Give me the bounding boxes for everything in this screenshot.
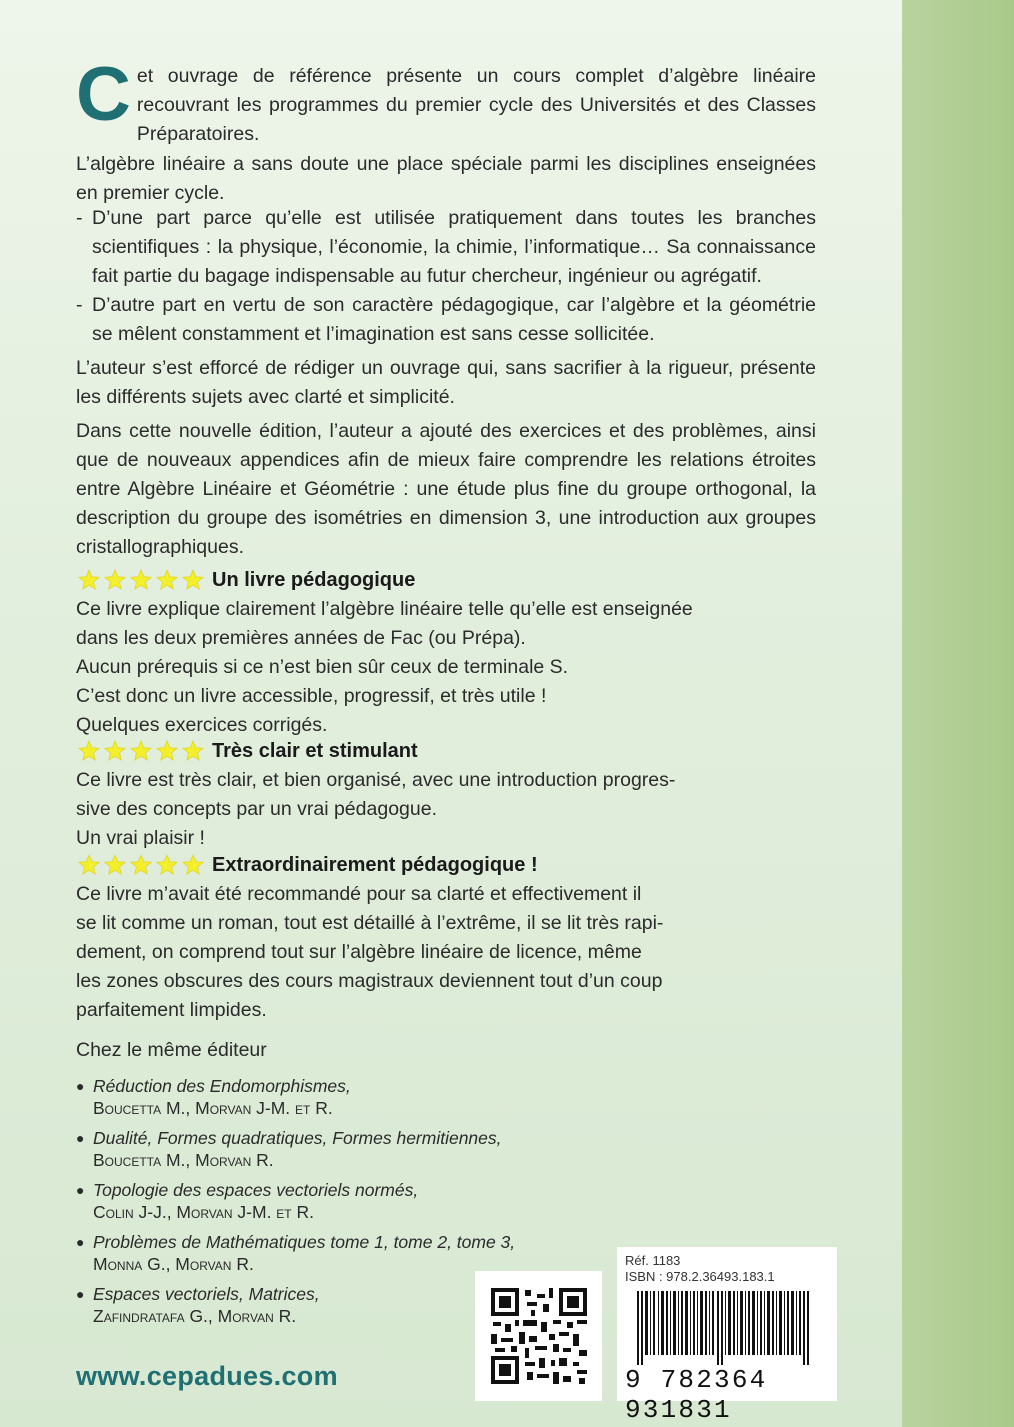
star-icon: [102, 568, 128, 592]
review-title: Un livre pédagogique: [212, 568, 416, 591]
intro-paragraph-2: L’algèbre linéaire a sans doute une place spéciale parmi les disciplines enseignées en premier cycle.: [76, 153, 816, 204]
star-icon: [154, 853, 180, 877]
publisher-heading: Chez le même éditeur: [76, 1039, 267, 1061]
star-rating: [76, 568, 206, 592]
intro-paragraph-1: Cet ouvrage de référence présente un cours complet d’algèbre linéaire recouvrant les programmes du premier cycle des Universités et des Classes Préparatoires.: [76, 52, 816, 145]
review-line: parfaitement limpides.: [76, 999, 267, 1021]
bullet-icon: ●: [76, 1182, 85, 1198]
bullet-icon: ●: [76, 1078, 85, 1094]
star-rating: [76, 739, 206, 763]
qr-code: [475, 1271, 602, 1401]
list-item: [76, 1179, 596, 1223]
review-line: dement, on comprend tout sur l’algèbre linéaire de licence, même: [76, 941, 642, 963]
barcode-icon: [627, 1291, 827, 1365]
star-icon: [76, 568, 102, 592]
book-title: Problèmes de Mathématiques tome 1, tome 2, tome 3,: [93, 1232, 516, 1252]
review-line: Aucun prérequis si ce n’est bien sûr ceux de terminale S.: [76, 656, 569, 678]
review-line: Quelques exercices corrigés.: [76, 714, 328, 736]
intro-block: [76, 52, 816, 149]
book-authors: Boucetta M., Morvan J-M. et R.: [93, 1098, 333, 1118]
barcode-digits: 9 782364 931831: [625, 1365, 768, 1425]
review-line: Ce livre explique clairement l’algèbre linéaire telle qu’elle est enseignée: [76, 598, 693, 620]
dash-item-2: - D’autre part en vertu de son caractère pédagogique, car l’algèbre et la géométrie se mêlent constamment et l’imagination est sans cesse sollicitée.: [76, 294, 816, 345]
review-title: Extraordinairement pédagogique !: [212, 853, 538, 876]
qr-code-icon: [491, 1288, 587, 1384]
book-authors: Colin J-J., Morvan J-M. et R.: [93, 1202, 315, 1222]
website-link[interactable]: www.cepadues.com: [76, 1361, 338, 1391]
bullet-icon: ●: [76, 1130, 85, 1146]
book-authors: Monna G., Morvan R.: [93, 1254, 254, 1274]
book-authors: Zafindratafa G., Morvan R.: [93, 1306, 297, 1326]
drop-cap: C: [76, 52, 131, 137]
star-icon: [102, 853, 128, 877]
review-line: se lit comme un roman, tout est détaillé à l’extrême, il se lit très rapi-: [76, 912, 664, 934]
review-line: C’est donc un livre accessible, progressif, et très utile !: [76, 685, 547, 707]
review-line: les zones obscures des cours magistraux deviennent tout d’un coup: [76, 970, 663, 992]
star-icon: [180, 739, 206, 763]
book-title: Topologie des espaces vectoriels normés,: [93, 1180, 419, 1200]
intro-paragraph-4: Dans cette nouvelle édition, l’auteur a ajouté des exercices et des problèmes, ainsi que de nouveaux appendices afin de mieux faire comprendre les relations étroites entre Algèbre Linéaire et Géométrie : une étude plus fine du groupe orthogonal, la description du groupe des isométries en dimension 3, une introduction aux groupes cristallographiques.: [76, 420, 816, 558]
star-icon: [76, 739, 102, 763]
star-icon: [76, 853, 102, 877]
reference-number: Réf. 1183: [625, 1253, 681, 1268]
star-icon: [154, 739, 180, 763]
star-icon: [102, 739, 128, 763]
star-rating: [76, 853, 206, 877]
book-title: Dualité, Formes quadratiques, Formes hermitiennes,: [93, 1128, 502, 1148]
list-item: [76, 1127, 596, 1171]
review-1: [76, 565, 816, 740]
list-item: [76, 1231, 596, 1275]
star-icon: [180, 568, 206, 592]
dash-item-1: - D’une part parce qu’elle est utilisée pratiquement dans toutes les branches scientifiques : la physique, l’économie, la chimie, l’informatique… Sa connaissance fait partie du bagage indispensable au futur chercheur, ingénieur ou agrégatif.: [76, 207, 816, 287]
bullet-icon: ●: [76, 1286, 85, 1302]
review-title: Très clair et stimulant: [212, 739, 418, 762]
star-icon: [128, 739, 154, 763]
star-icon: [154, 568, 180, 592]
review-line: sive des concepts par un vrai pédagogue.: [76, 798, 437, 820]
list-item: [76, 1075, 596, 1119]
review-2: [76, 736, 816, 853]
review-3: [76, 850, 816, 1025]
intro-paragraph-3: L’auteur s’est efforcé de rédiger un ouvrage qui, sans sacrifier à la rigueur, présente les différents sujets avec clarté et simplicité.: [76, 357, 816, 408]
star-icon: [128, 853, 154, 877]
review-line: Ce livre est très clair, et bien organisé, avec une introduction progres-: [76, 769, 676, 791]
book-title: Réduction des Endomorphismes,: [93, 1076, 351, 1096]
review-line: Un vrai plaisir !: [76, 827, 205, 849]
book-title: Espaces vectoriels, Matrices,: [93, 1284, 320, 1304]
review-line: Ce livre m’avait été recommandé pour sa clarté et effectivement il: [76, 883, 642, 905]
star-icon: [180, 853, 206, 877]
barcode-label: [617, 1247, 837, 1425]
bullet-icon: ●: [76, 1234, 85, 1250]
star-icon: [128, 568, 154, 592]
isbn-number: ISBN : 978.2.36493.183.1: [625, 1269, 775, 1284]
review-line: dans les deux premières années de Fac (ou Prépa).: [76, 627, 526, 649]
side-band: [902, 0, 1014, 1427]
book-authors: Boucetta M., Morvan R.: [93, 1150, 274, 1170]
